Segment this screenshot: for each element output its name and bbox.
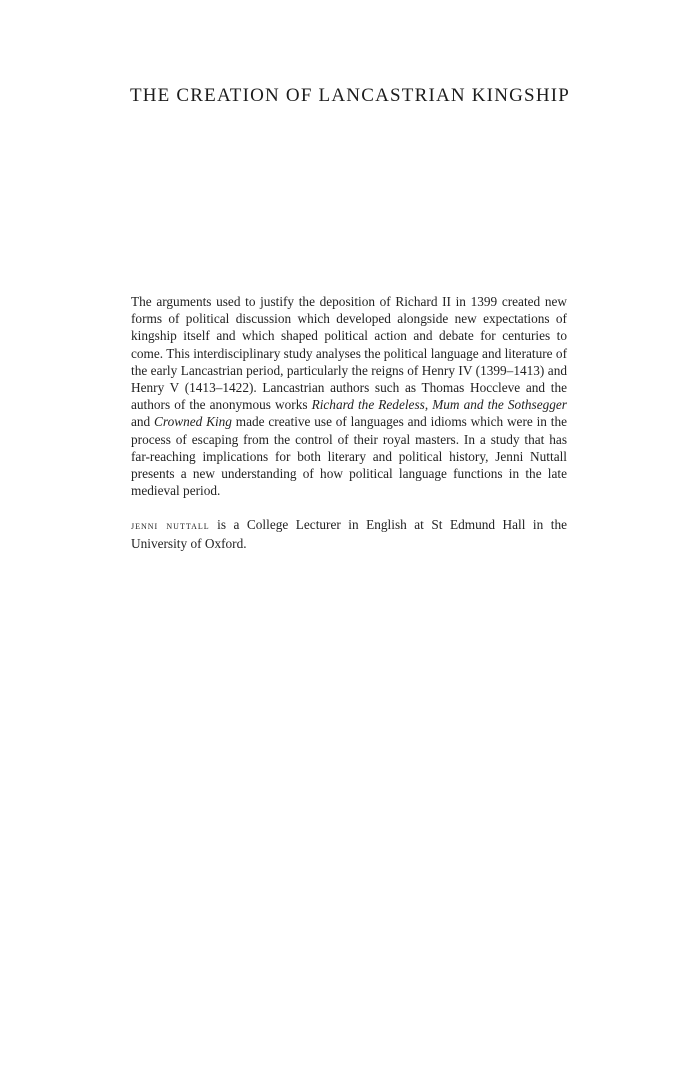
work-title-mum-and-the-sothsegger: Mum and the Sothsegger: [432, 397, 567, 413]
description-separator-2: and: [131, 414, 155, 430]
book-blurb: [131, 293, 567, 552]
author-bio: is a College Lecturer in English at St Edmund Hall in the University of Oxford.: [131, 517, 567, 551]
work-title-crowned-king: Crowned King: [154, 414, 232, 430]
work-title-richard-the-redeless: Richard the Redeless: [311, 397, 425, 413]
author-name: jenni nuttall: [131, 518, 210, 533]
description-text-1: The arguments used to justify the deposition of Richard II in 1399 created new forms of political discussion which developed alongside new expectations of kingship itself and which shaped political action and debate for centuries to come. This interdisciplinary study analyses the political language and literature of the early Lancastrian period, particularly the reigns of Henry IV (1399–1413) and Henry V (1413–1422). Lancastrian authors such as Thomas Hoccleve and the authors of the anonymous works: [131, 294, 567, 413]
description-text-2: made creative use of languages and idioms which were in the process of escaping from the control of their royal masters. In a study that has far-reaching implications for both literary and political history, Jenni Nuttall presents a new understanding of how political language functions in the late medieval period.: [131, 414, 567, 499]
description-separator-1: ,: [424, 397, 433, 413]
book-title: THE CREATION OF LANCASTRIAN KINGSHIP: [129, 85, 571, 106]
description-paragraph: [131, 293, 567, 499]
author-paragraph: [131, 516, 567, 551]
